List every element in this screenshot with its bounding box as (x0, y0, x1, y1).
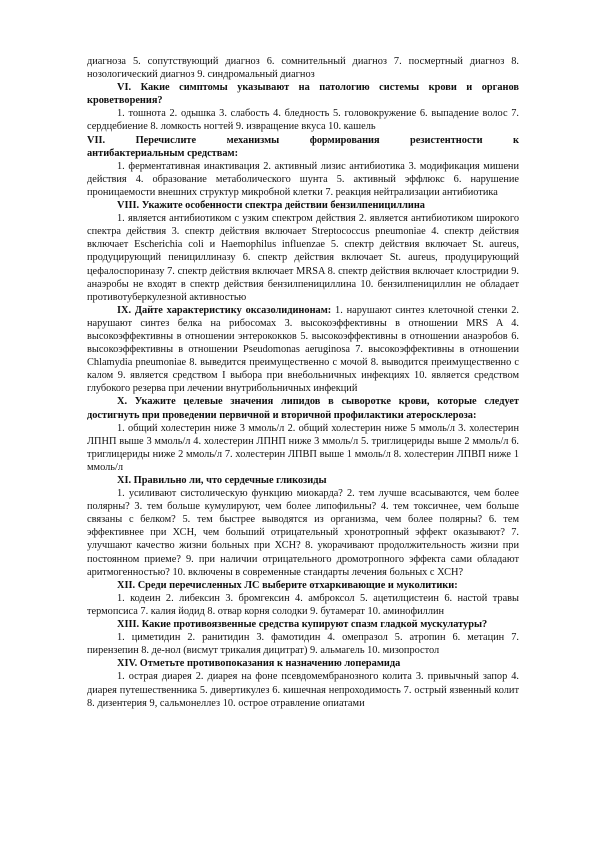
answers-x: 1. общий холестерин ниже 3 ммоль/л 2. общий холестерин ниже 5 ммоль/л 3. холестерин ЛПНП выше 3 ммоль/л 4. холестерин ЛПНП ниже 3 ммоль/л 5. триглицериды выше 2 ммоль/л 6. триглицериды ниже 2 ммоль/л 7. холестерин ЛПВП выше 1 ммоль/л 8. холестерин ЛПВП ниже 1 ммоль/л (87, 422, 519, 473)
question-vii-word: к (513, 134, 519, 146)
answers-vi: 1. тошнота 2. одышка 3. слабость 4. бледность 5. головокружение 6. выпадение волос 7. сердцебиение 8. ломкость ногтей 9. извращение вкуса 10. кашель (87, 108, 519, 133)
answers-xiv: 1. острая диарея 2. диарея на фоне псевдомембранозного колита 3. привычный запор 4. диарея путешественника 5. дивертикулез 6. кишечная непроходимость 7. острый язвенный колит 8. дизентерия 9, сальмонеллез 10. острое отравление опиатами (87, 671, 519, 709)
answers-ix: 1. нарушают синтез клеточной стенки 2. нарушают синтез белка на рибосомах 3. высокоэффективны в отношении MRS A 4. высокоэффективны в отношении энтерококков 5. высокоэффективны в отношении анаэробов 6. высокоэффективны в отношении Pseudomonas aeruginosa 7. высокоэффективны в отношении Chlamydia pneumoniae 8. выведится преимущественно с мочой 8. выводится преимущественно с калом 9. является средством I выбора при внебольничных инфекциях 10. является средством глубокого резерва при лечении внутрибольничных инфекций (87, 304, 519, 395)
question-vii-word: VII. (87, 134, 106, 146)
question-vii-word: резистентности (410, 134, 483, 146)
answers-xiii: 1. циметидин 2. ранитидин 3. фамотидин 4. омепразол 5. атропин 6. метацин 7. пирензепин 8. де-нол (висмут трикалия дицитрат) 9. альмагель 10. мизопростол (87, 632, 519, 657)
question-xiv: XIV. Отметьте противопоказания к назначению лоперамида (117, 658, 401, 670)
document-page (87, 55, 519, 710)
question-vii-word: формирования (309, 134, 380, 146)
question-xiii: XIII. Какие противоязвенные средства купируют спазм гладкой мускулатуры? (117, 619, 488, 631)
question-vii-line2: антибактериальным средствам: (87, 147, 239, 159)
answers-vii: 1. ферментативная инактивация 2. активный лизис антибиотика 3. модификация мишени действия 4. образование метаболического шунта 5. активный эффлюкс 6. нарушение проницаемости внешних структур микробной клетки 7. реакция нейтрализации антибиотика (87, 160, 519, 198)
question-viii: VIII. Укажите особенности спектра действии бензилпенициллина (117, 200, 425, 212)
question-vii-word: Перечислите (135, 134, 197, 146)
answers-xi: 1. усиливают систолическую функцию миокарда? 2. тем лучше всасываются, чем более полярны? 3. тем больше кумулируют, чем более липофильны? 4. тем токсичнее, чем больше связаны с белком? 5. тем быстрее выводятся из организма, чем более полярны? 6. тем эффективнее при ХСН, чем больший отрицательный хронотропный эффект оказывают? 7. улучшают качество жизни больных при ХСН? 8. укорачивают продолжительность жизни при постоянном приеме? 9. при наличии отрицательного дромотропного эффекта сами обладают аритмогенностью? 10. включены в современные стандарты лечения больных с ХСН? (87, 488, 519, 578)
question-xii: XII. Среди перечисленных ЛС выберите отхаркивающие и муколитики: (117, 579, 458, 591)
question-x: X. Укажите целевые значения липидов в сыворотке крови, которые следует достигнуть при проведении первичной и вторичной профилактики атеросклероза: (87, 396, 519, 421)
question-ix: IX. Дайте характеристику оксазолидинонам: (117, 304, 332, 316)
question-xi: XI. Правильно ли, что сердечные гликозиды (117, 475, 327, 486)
answers-viii: 1. является антибиотиком с узким спектром действия 2. является антибиотиком широкого спектра действия 3. спектр действия включает Streptococcus pneumoniae 4. спектр действия включает Escherichia coli и Haemophilus influenzae 5. спектр действия включает St. aureus, продуцирующий пенициллиназу 6. спектр действия включает St. aureus, продуцирующий цефалоспориназу 7. спектр действия включает MRSA 8. спектр действия включает клостридии 9. анаэробы не входят в спектр действия бензилпенициллина 10. бензилпенициллин не обладает противотуберкулезной активностью (87, 213, 519, 303)
section-ix (87, 304, 519, 396)
question-vii-word: механизмы (226, 134, 280, 146)
question-vii-line1 (87, 134, 519, 147)
question-vi: VI. Какие симптомы указывают на патологию системы крови и органов кроветворения? (87, 82, 519, 107)
intro-text: диагноза 5. сопутствующий диагноз 6. сомнительный диагноз 7. посмертный диагноз 8. нозологический диагноз 9. синдромальный диагноз (87, 56, 519, 81)
answers-xii: 1. кодеин 2. либексин 3. бромгексин 4. амброксол 5. ацетилцистеин 6. настой травы термопсиса 7. калия йодид 8. отвар корня солодки 9. бутамерат 10. аминофиллин (87, 592, 519, 617)
